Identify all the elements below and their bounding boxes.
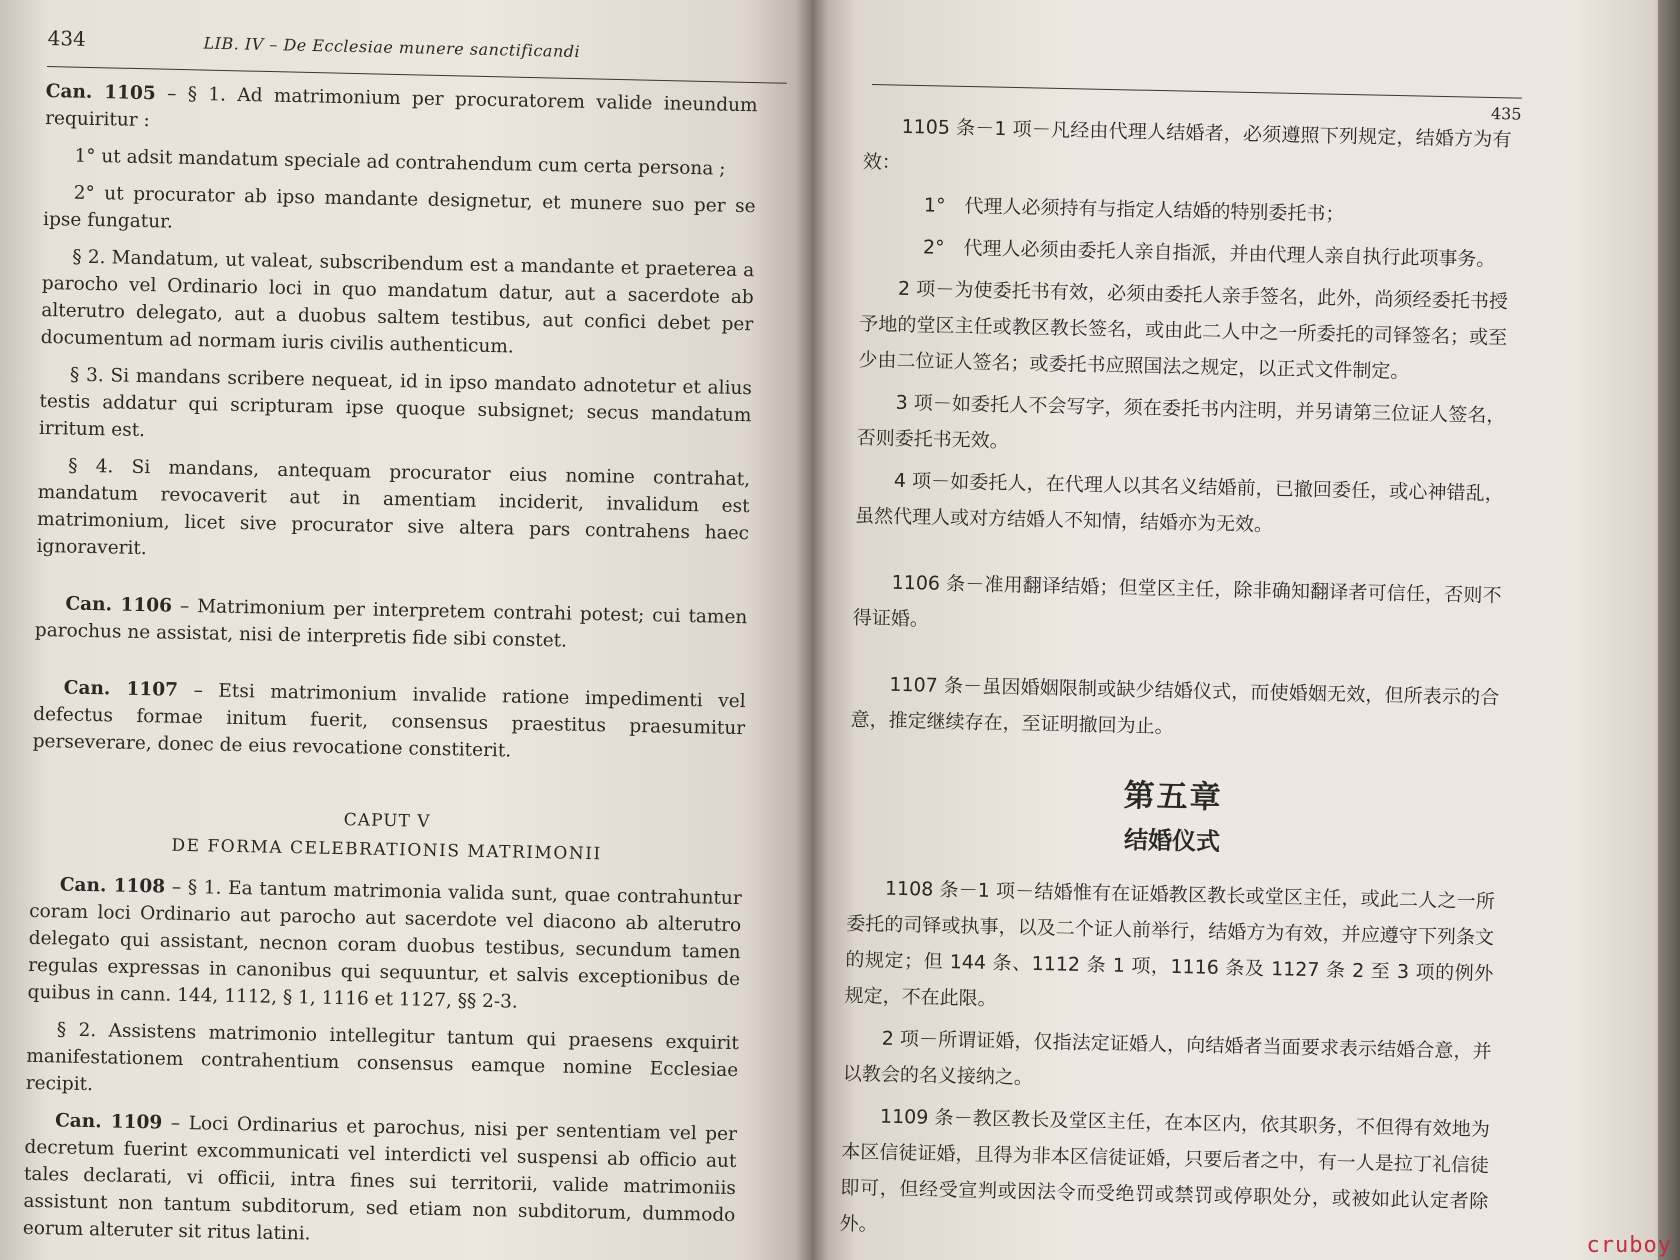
book-gutter [796,0,828,1260]
c1105-p3: 3 项－如委托人不会写字，须在委托书内注明，并另请第三位证人签名，否则委托书无效。 [856,391,1506,453]
can-1105-item-2: 2° ut procurator ab ipso mandante designetur, et munere suo per se ipse fungatur. [42,182,756,233]
c1105-p1: 1105 条－1 项－凡经由代理人结婚者，必须遵照下列规定，结婚方为有效： [862,115,1512,174]
right-page-number: 435 [1490,103,1522,124]
can-1105-label: Can. 1105 [45,80,156,105]
can-1105-p3: § 3. Si mandans scribere nequeat, id in ipso mandato adnotetur et alius testis addatur qui scripturam ipse quoque subsignet; secus mandatum irritum est. [38,364,753,442]
can-1105-item-1: 1° ut adsit mandatum speciale ad contrahendum cum certa persona ; [74,145,726,180]
left-page [0,0,812,1260]
can-1106: Can. 1106 – Matrimonium per interpretem contrahi potest; cui tamen parochus ne assistat, nisi de interpretis fide sibi constet. [34,593,748,652]
right-page [812,0,1680,1260]
c1107: 1107 条－虽因婚姻限制或缺少结婚仪式，而使婚姻无效，但所表示的合意，推定继续存在，至证明撤回为止。 [850,673,1500,738]
c1109: 1109 条－教区教长及堂区主任，在本区内，依其职务，不但得有效地为本区信徒证婚，且得为非本区信徒证婚，只要后者之中，有一人是拉丁礼信徒即可，但经受宣判或因法令而受绝罚或禁罚或停职处分，或被如此认定者除外。 [839,1105,1491,1236]
c1108-p1: 1108 条－1 项－结婚惟有在证婚教区教长或堂区主任，或此二人之一所委托的司铎或执事，以及二个证人前举行，结婚方为有效，并应遵守下列条文的规定；但 144 条、1112 条 1 项，1116 条及 1127 条 2 至 3 项的例外规定，不在此限。 [844,877,1496,1011]
can-1105-p1: Can. 1105 – § 1. Ad matrimonium per procuratorem valide ineundum requiritur : [44,80,758,132]
book-edge [1658,0,1680,1260]
can-1109: Can. 1109 – Loci Ordinarius et parochus, nisi per sententiam vel per decretum fuerint excommunicati vel interdicti vel suspensi ab officio aut tales declarati, vi officii, intra fines sui territorii, valide matrimoniis assistunt non tantum subditorum, sed etiam non subditorum, dummodo eorum alteruter sit ritus latini. [22,1110,738,1245]
c1106: 1106 条－准用翻译结婚；但堂区主任，除非确知翻译者可信任，否则不得证婚。 [852,571,1502,631]
can-1106-label: Can. 1106 [65,593,173,617]
can-1107-label: Can. 1107 [63,677,179,701]
caput-heading: CAPUT V [343,810,431,832]
chinese-text [839,108,1512,1260]
can-1105-p4: § 4. Si mandans, antequam procurator eius nomine contrahat, mandatum revocaverit aut in amentiam inciderit, invalidum est matrimonium, licet sive procurator sive altera pars contrahens haec ignoraverit. [36,455,751,560]
chapter-heading: 第五章 [1123,777,1223,816]
can-1108-p2: § 2. Assistens matrimonio intellegitur tantum qui praesens exquirit manifestationem contrahentium consensus eamque nomine Ecclesiae recipit. [25,1019,739,1096]
can-1108-label: Can. 1108 [59,874,166,898]
can-1109-label: Can. 1109 [54,1110,163,1134]
c1105-p4: 4 项－如委托人，在代理人以其名义结婚前，已撤回委任，或心神错乱，虽然代理人或对方结婚人不知情，结婚亦为无效。 [854,469,1504,537]
left-header [47,22,788,84]
c1105-item-1: 1° 代理人必须持有与指定人结婚的特别委托书； [923,194,1345,226]
c1108-p2: 2 项－所谓证婚，仅指法定证婚人，向结婚者当面要求表示结婚合意，并以教会的名义接纳之。 [842,1027,1492,1089]
can-1105-p2: § 2. Mandatum, ut valeat, subscribendum est a mandante et praeterea a parocho vel Ordinario loci in quo mandatum datur, aut a sacerdote ab alterutro delegato, aut a duobus saltem testibus, aut confici debet per documentum ad normam iuris civilis authenticum. [40,246,755,358]
can-1108-p1: Can. 1108 – § 1. Ea tantum matrimonia valida sunt, quae contrahuntur coram loci Ordinario aut parocho aut sacerdote vel diacono ab alterutro delegato qui assistant, necnon coram duobus testibus, secundum tamen regulas expressas in canonibus qui sequuntur, et salvis exceptionibus de quibus in cann. 144, 1112, § 1, 1116 et 1127, §§ 2-3. [27,874,742,1013]
running-head: LIB. IV – De Ecclesiae munere sanctificandi [203,33,581,62]
caput-title: DE FORMA CELEBRATIONIS MATRIMONII [171,835,602,865]
can-1107: Can. 1107 – Etsi matrimonium invalide ratione impedimenti vel defectus formae initum fuerit, consensus praestitus praesumitur perseverare, donec de eius revocatione constiterit. [32,677,746,762]
left-page-number: 434 [47,25,87,51]
c1105-p2: 2 项－为使委托书有效，必须由委托人亲手签名，此外，尚须经委托书授予地的堂区主任或教区教长签名，或由此二人中之一所委托的司铎签名；或至少由二位证人签名；或委托书应照国法之规定，以正式文件制定。 [858,277,1509,383]
latin-text [22,78,757,1260]
watermark: cruboy [1586,1233,1672,1258]
chapter-title: 结婚仪式 [1123,825,1221,856]
c1105-item-2: 2° 代理人必须由委托人亲自指派，并由代理人亲自执行此项事务。 [922,236,1496,271]
